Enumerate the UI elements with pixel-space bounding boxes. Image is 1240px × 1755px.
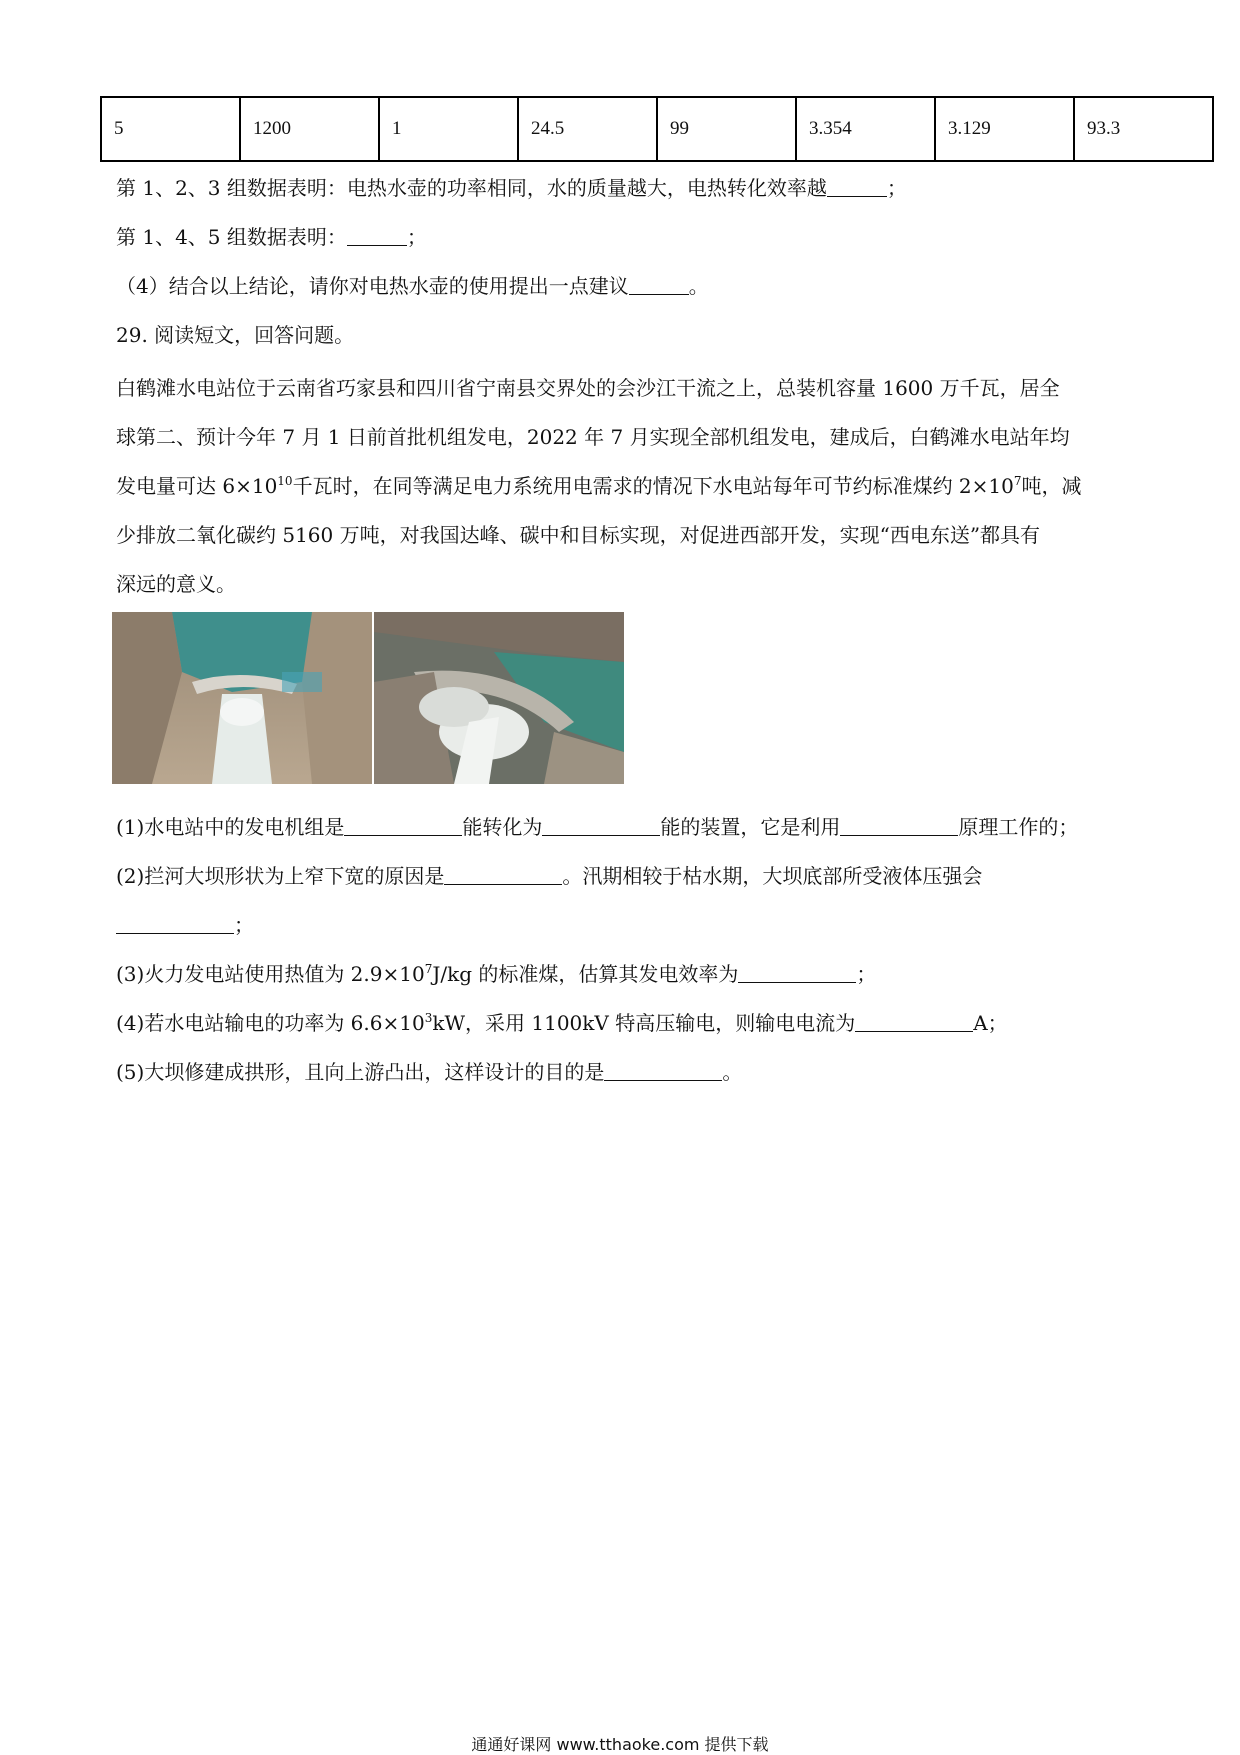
answer-blank[interactable] (855, 1011, 973, 1032)
passage-line-2: 球第二、预计今年 7 月 1 日前首批机组发电，2022 年 7 月实现全部机组发电，建成后，白鹤滩水电站年均 (116, 425, 1070, 449)
text: 。 (722, 1060, 743, 1084)
conclusion-line-2 (116, 225, 1216, 249)
text: ； (886, 176, 907, 200)
text: 。汛期相较于枯水期，大坝底部所受液体压强会 (562, 864, 983, 888)
text: (3)火力发电站使用热值为 2.9×10 (116, 962, 425, 986)
conclusion-line-1 (116, 176, 1216, 200)
table-cell-group: 5 (101, 97, 240, 161)
table-row (101, 97, 1213, 161)
table-cell-initial-temp: 24.5 (518, 97, 657, 161)
suggestion-line (116, 274, 1216, 298)
sub-question-5 (116, 1060, 1216, 1084)
exponent: 7 (1013, 474, 1022, 488)
table-cell-power: 1200 (240, 97, 379, 161)
dam-spillway-photo (374, 612, 624, 784)
exponent: 10 (277, 474, 293, 488)
dam-aerial-photo (112, 612, 372, 784)
answer-blank[interactable] (347, 225, 407, 246)
answer-blank[interactable] (116, 913, 234, 934)
text: 。 (688, 274, 709, 298)
text: 发电量可达 6×10 (116, 474, 278, 498)
sub-question-2-continued (116, 913, 1216, 937)
table-cell-value-a: 3.354 (796, 97, 935, 161)
table-cell-efficiency: 93.3 (1074, 97, 1213, 161)
answer-blank[interactable] (604, 1060, 722, 1081)
data-table (100, 96, 1214, 162)
sub-question-1 (116, 815, 1216, 839)
question-29-title: 29. 阅读短文，回答问题。 (116, 323, 355, 347)
text: (1)水电站中的发电机组是 (116, 815, 345, 839)
answer-blank[interactable] (444, 864, 562, 885)
text: （4）结合以上结论，请你对电热水壶的使用提出一点建议 (116, 274, 629, 298)
exponent: 7 (424, 962, 433, 976)
page-footer: 通通好课网 www.tthaoke.com 提供下载 (471, 1735, 769, 1754)
exponent: 3 (424, 1011, 433, 1025)
text: 能的装置，它是利用 (660, 815, 841, 839)
dam-photos (112, 612, 624, 784)
table-cell-value-b: 3.129 (935, 97, 1074, 161)
text: kW，采用 1100kV 特高压输电，则输电电流为 (432, 1011, 856, 1035)
table-cell-mass: 1 (379, 97, 518, 161)
sub-question-3 (116, 962, 1216, 986)
text: (5)大坝修建成拱形，且向上游凸出，这样设计的目的是 (116, 1060, 605, 1084)
text: 第 1、4、5 组数据表明： (116, 225, 347, 249)
sub-question-4 (116, 1011, 1216, 1035)
answer-blank[interactable] (344, 815, 462, 836)
text: ； (234, 913, 254, 937)
text: 第 1、2、3 组数据表明：电热水壶的功率相同，水的质量越大，电热转化效率越 (116, 176, 827, 200)
text: ； (406, 225, 427, 249)
passage-line-5: 深远的意义。 (116, 572, 236, 596)
table-cell-final-temp: 99 (657, 97, 796, 161)
answer-blank[interactable] (738, 962, 856, 983)
text: 能转化为 (462, 815, 543, 839)
passage-line-4: 少排放二氧化碳约 5160 万吨，对我国达峰、碳中和目标实现，对促进西部开发，实现“西电东送”都具有 (116, 523, 1041, 547)
text: 千瓦时，在同等满足电力系统用电需求的情况下水电站每年可节约标准煤约 2×10 (292, 474, 1014, 498)
answer-blank[interactable] (542, 815, 660, 836)
answer-blank[interactable] (827, 176, 887, 197)
passage-line-3 (116, 470, 1136, 499)
text: 吨，减 (1021, 474, 1082, 498)
text: 原理工作的； (958, 815, 1079, 839)
passage-line-1: 白鹤滩水电站位于云南省巧家县和四川省宁南县交界处的会沙江干流之上，总装机容量 1600 万千瓦，居全 (116, 376, 1060, 400)
text: J/kg 的标准煤，估算其发电效率为 (432, 962, 739, 986)
text: A； (973, 1011, 1008, 1035)
answer-blank[interactable] (629, 274, 689, 295)
text: (4)若水电站输电的功率为 6.6×10 (116, 1011, 425, 1035)
text: ； (856, 962, 877, 986)
sub-question-2 (116, 864, 1216, 888)
answer-blank[interactable] (840, 815, 958, 836)
text: (2)拦河大坝形状为上窄下宽的原因是 (116, 864, 445, 888)
